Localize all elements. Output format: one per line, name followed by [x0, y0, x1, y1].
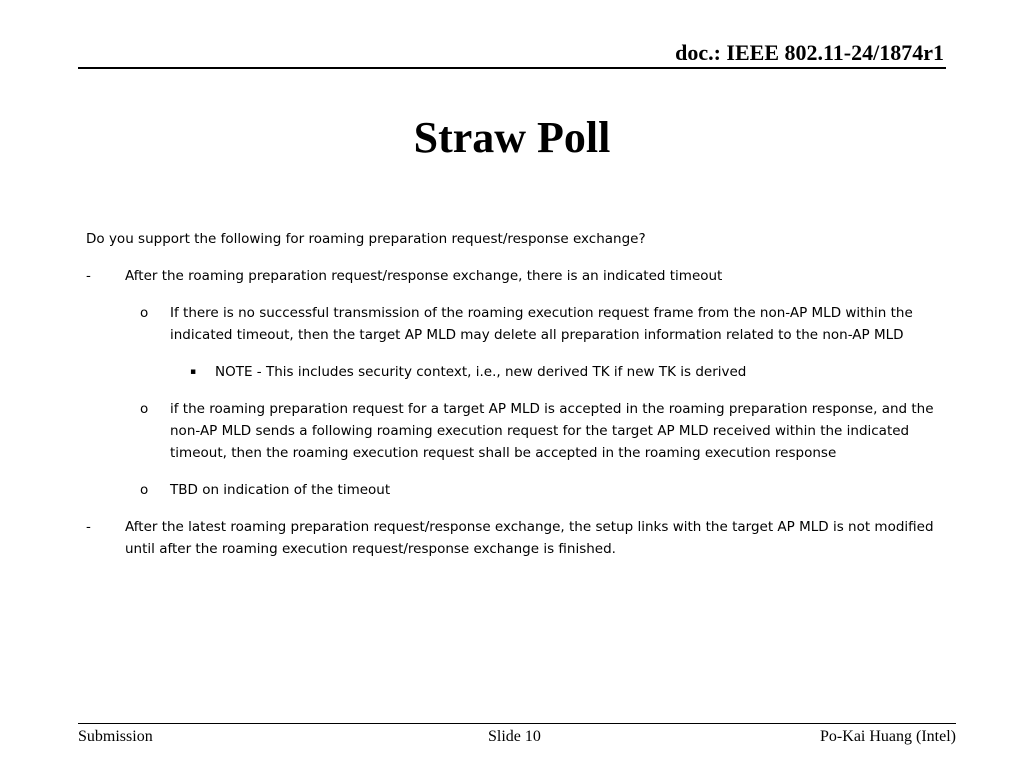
- note-item: [86, 361, 946, 383]
- sub-item-no-transmission: [86, 302, 946, 346]
- circle-bullet: o: [140, 482, 149, 498]
- square-bullet: ▪: [190, 367, 197, 377]
- footer-submission: Submission: [78, 728, 153, 745]
- slide-title: Straw Poll: [413, 113, 611, 162]
- sub-item-accepted: [86, 398, 946, 464]
- list-item-text: After the roaming preparation request/response exchange, there is an indicated timeout: [125, 268, 723, 284]
- intro-question: Do you support the following for roaming preparation request/response exchange?: [86, 231, 646, 247]
- footer-author: Po-Kai Huang (Intel): [820, 728, 956, 745]
- sub-item-text: If there is no successful transmission of the roaming execution request frame from the non-AP MLD within the indicated timeout, then the target AP MLD may delete all preparation information related to the non-AP MLD: [170, 305, 913, 343]
- sub-item-text: TBD on indication of the timeout: [170, 482, 391, 498]
- header-divider: [78, 67, 946, 69]
- circle-bullet: o: [140, 401, 149, 417]
- footer-divider: [78, 723, 956, 724]
- document-id: doc.: IEEE 802.11-24/1874r1: [675, 40, 944, 65]
- slide-body: [86, 228, 946, 575]
- circle-bullet: o: [140, 305, 149, 321]
- note-text: NOTE - This includes security context, i.e., new derived TK if new TK is derived: [215, 364, 747, 380]
- slide-number: Slide 10: [488, 728, 541, 745]
- sub-item-tbd: [86, 479, 946, 501]
- dash-bullet: -: [86, 519, 91, 535]
- list-item-text: After the latest roaming preparation request/response exchange, the setup links with the target AP MLD is not modified until after the roaming execution request/response exchange is finished.: [125, 519, 934, 557]
- list-item-setup-links: [86, 516, 946, 560]
- dash-bullet: -: [86, 268, 91, 284]
- list-item-timeout: [86, 265, 946, 287]
- sub-item-text: if the roaming preparation request for a target AP MLD is accepted in the roaming preparation response, and the non-AP MLD sends a following roaming execution request for the target AP MLD received within the indicated timeout, then the roaming execution request shall be accepted in the roaming execution response: [170, 401, 934, 461]
